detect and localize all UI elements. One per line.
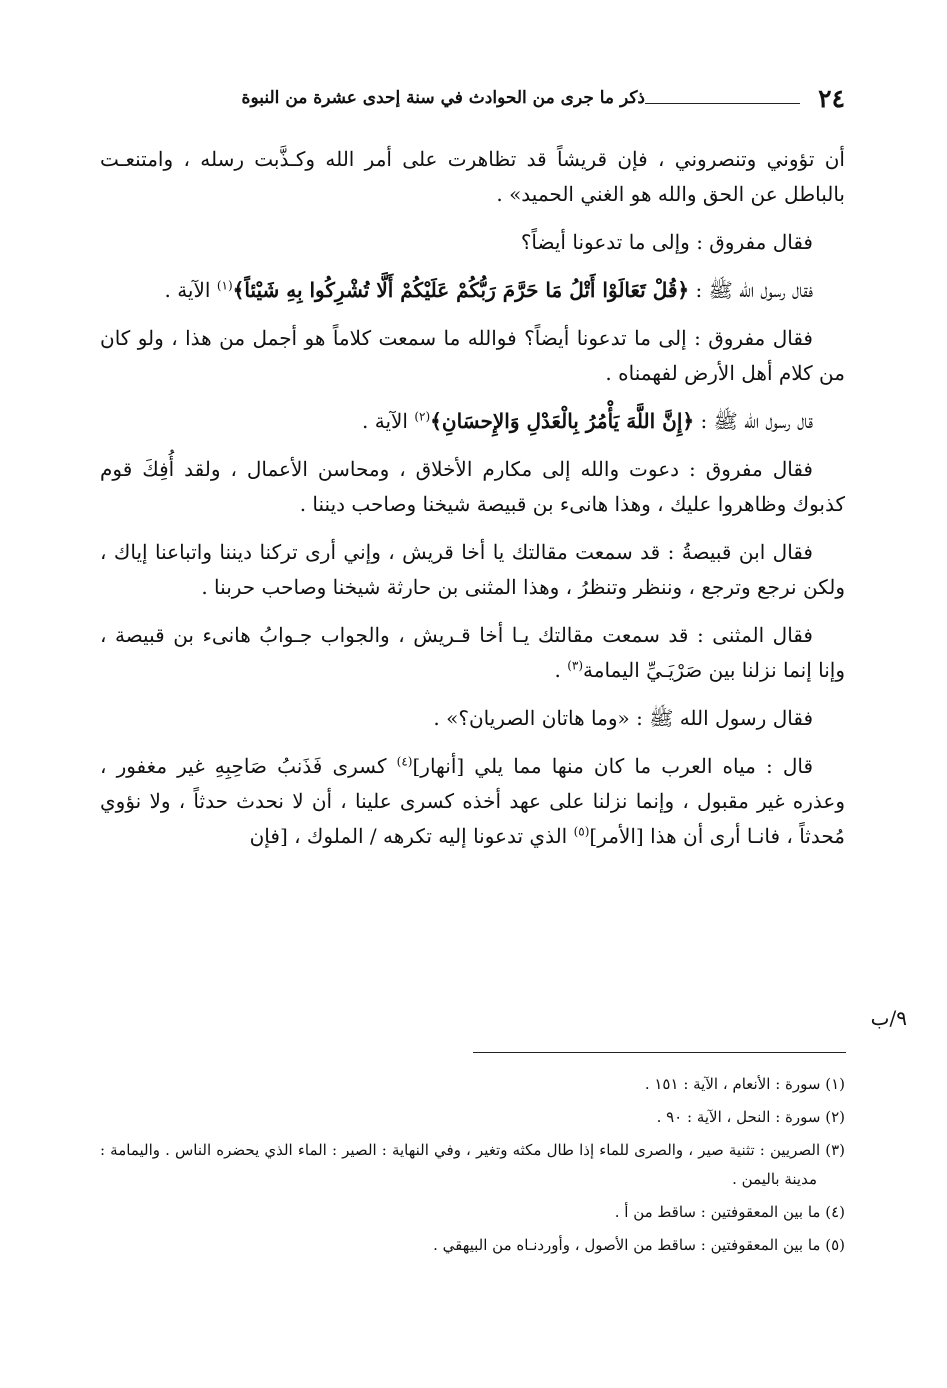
paragraph-text: فقال رسول الله ﷺ : — [689, 278, 813, 302]
paragraph: أن تؤوني وتنصروني ، فإن قريشاً قد تظاهرت على أمر الله وكـذَّبت رسله ، وامتنعـت بالباطل عن الحق والله هو الغني الحميد» . — [100, 147, 845, 206]
paragraph-text: فقال المثنى : قد سمعت مقالتك يـا أخا قـريش ، والجواب جـوابُ هانىء بن قبيصة ، وإنا إنما نزلنا بين صَرْيَـيِّ اليمامة — [100, 623, 845, 682]
paragraph: فقال مفروق : دعوت والله إلى مكارم الأخلاق ، ومحاسن الأعمال ، ولقد أُفِكَ قوم كذبوك وظاهروا عليك ، وهذا هانىء بن قبيصة شيخنا وصاحب ديننا . — [100, 457, 845, 516]
footnote: (١) سورة : الأنعام ، الآية : ١٥١ . — [644, 1075, 845, 1093]
paragraph-text: قال رسول الله ﷺ : — [694, 409, 813, 433]
paragraph — [100, 618, 845, 688]
footnote-ref: (٢) — [414, 409, 431, 424]
footnote: (٣) الصريين : تثنية صير ، والصرى للماء إذا طال مكثه وتغير ، وفي النهاية : الصير : الماء الذي يحضره الناس . واليمامة : مدينة باليمن . — [100, 1141, 845, 1188]
paragraph — [100, 273, 845, 308]
paragraph-text: . — [554, 658, 568, 682]
quran-verse: ﴿قُلْ تَعَالَوْا أَتْلُ مَا حَرَّمَ رَبُّكُمْ عَلَيْكُمْ أَلَّا تُشْرِكُوا بِهِ شَيْئاً﴾ — [232, 278, 690, 302]
footnote-rule — [473, 1052, 846, 1053]
running-title: ذكر ما جرى من الحوادث في سنة إحدى عشرة من النبوة — [241, 88, 645, 108]
margin-folio-note: ٩/ب — [870, 1006, 907, 1030]
footnote-ref: (٣) — [567, 658, 584, 673]
page-header — [95, 84, 845, 118]
quran-verse: ﴿إِنَّ اللَّهَ يَأْمُرُ بِالْعَدْلِ وَالإِحسَانِ﴾ — [430, 409, 695, 433]
footnote-ref: (٥) — [573, 824, 590, 839]
footnote-ref: (١) — [216, 278, 233, 293]
paragraph-text: قال : مياه العرب ما كان منها مما يلي [أنهار] — [412, 754, 813, 778]
header-rule — [645, 103, 800, 104]
paragraph: فقال مفروق : وإلى ما تدعونا أيضاً؟ — [520, 230, 813, 254]
paragraph-text: الآية . — [164, 278, 217, 302]
footnotes — [100, 1070, 845, 1264]
footnote-ref: (٤) — [396, 754, 413, 769]
footnote: (٤) ما بين المعقوفتين : ساقط من أ . — [614, 1203, 845, 1221]
paragraph — [100, 404, 845, 439]
paragraph — [100, 749, 845, 854]
footnote: (٢) سورة : النحل ، الآية : ٩٠ . — [656, 1108, 845, 1126]
page-number: ٢٤ — [818, 84, 845, 113]
paragraph: فقال رسول الله ﷺ : «وما هاتان الصريان؟» . — [433, 706, 813, 730]
paragraph-text: كسرى فَذَنبُ صَاحِبِهِ غير مغفور ، وعذره غير مقبول ، وإنما نزلنا على عهد أخذه كسرى علينا ، أن لا نحدث حدثاً ، ولا نؤوي مُحدثاً ، فانـا أرى أن هذا [الأمر] — [100, 754, 845, 848]
paragraph-text: الآية . — [362, 409, 415, 433]
paragraph: فقال ابن قبيصةُ : قد سمعت مقالتك يا أخا قريش ، وإني أرى تركنا ديننا واتباعنا إياك ، ولكن نرجع وترجع ، وننظر وتنظرُ ، وهذا المثنى بن حارثة شيخنا وصاحب حربنا . — [100, 540, 845, 599]
body-text — [100, 142, 845, 867]
footnote: (٥) ما بين المعقوفتين : ساقط من الأصول ، وأوردنـاه من البيهقي . — [433, 1236, 845, 1254]
paragraph-text: الذي تدعونا إليه تكرهه / الملوك ، [فإن — [249, 824, 574, 848]
paragraph: فقال مفروق : إلى ما تدعونا أيضاً؟ فوالله ما سمعت كلاماً هو أجمل من هذا ، ولو كان من كلام أهل الأرض لفهمناه . — [100, 326, 845, 385]
